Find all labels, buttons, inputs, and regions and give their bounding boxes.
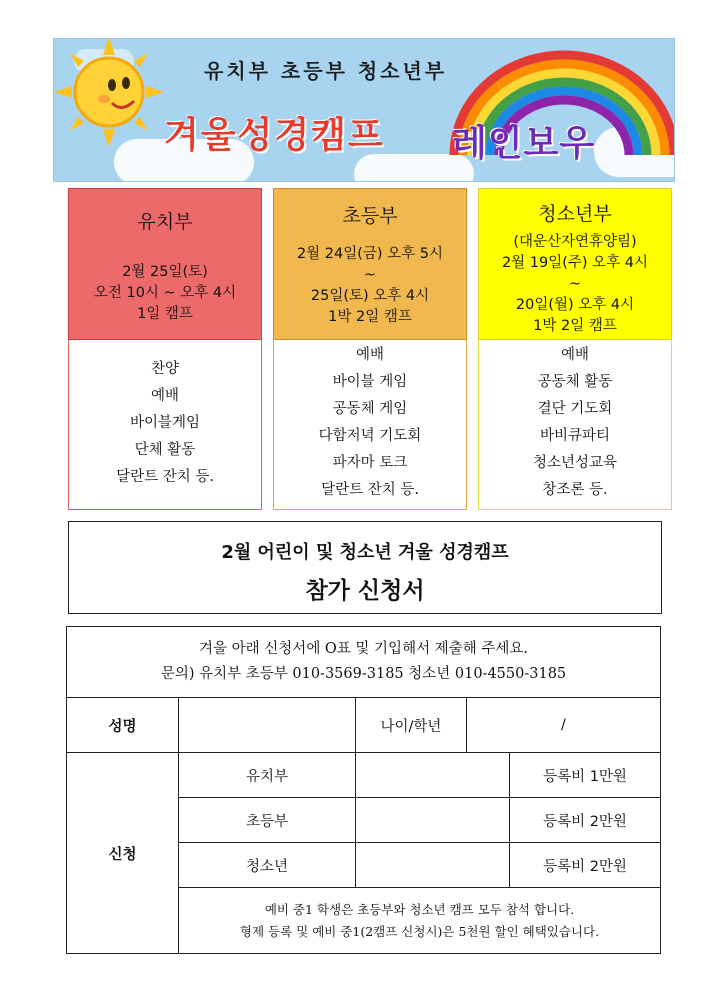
form-title-box (68, 521, 662, 614)
camp-activities (478, 340, 672, 510)
note-line: 형제 등록 및 예비 중1(2캠프 신청시)은 5천원 할인 혜택있습니다. (239, 923, 600, 939)
form-heading: 참가 신청서 (305, 578, 425, 604)
fee-kindergarten: 등록비 1만원 (509, 752, 661, 798)
age-grade-field[interactable]: / (466, 697, 661, 753)
activity-item: 찬양 (150, 361, 179, 377)
camp-header (478, 188, 672, 340)
fee-elementary: 등록비 2만원 (509, 797, 661, 843)
camp-column-kindergarten (68, 188, 262, 510)
dept-label-youth: 청소년 (178, 842, 356, 888)
camp-date: 25일(토) 오후 4시 (310, 288, 430, 304)
form-instruction: 겨울 아래 신청서에 O표 및 기입해서 제출해 주세요. (199, 641, 528, 657)
camp-activities (68, 340, 262, 510)
camp-date: 2월 24일(금) 오후 5시 (296, 246, 444, 262)
apply-check-elementary[interactable] (355, 797, 510, 843)
activity-item: 예배 (355, 347, 384, 363)
camp-location: (대운산자연휴양림) (513, 234, 637, 250)
form-notice (66, 626, 661, 698)
sun-icon (54, 38, 164, 147)
activity-item: 바비큐파티 (539, 428, 611, 444)
age-grade-label: 나이/학년 (355, 697, 467, 753)
activity-item: 예배 (150, 388, 179, 404)
activity-item: 예배 (560, 347, 589, 363)
name-field[interactable] (178, 697, 356, 753)
dept-label-elementary: 초등부 (178, 797, 356, 843)
camp-duration: 1일 캠프 (137, 306, 193, 322)
banner-title: 겨울성경캠프 (164, 115, 385, 156)
name-label: 성명 (66, 697, 179, 753)
activity-item: 결단 기도회 (537, 401, 613, 417)
apply-label: 신청 (66, 752, 179, 954)
activity-item: 단체 활동 (134, 442, 196, 458)
activity-item: 바이블 게임 (332, 374, 408, 390)
camp-name: 유치부 (137, 211, 193, 233)
camp-activities (273, 340, 467, 510)
camp-date: 20일(월) 오후 4시 (515, 297, 635, 313)
registration-form (66, 626, 661, 954)
camp-name: 청소년부 (538, 203, 612, 225)
form-note (178, 887, 661, 954)
note-line: 예비 중1 학생은 초등부와 청소년 캠프 모두 참석 합니다. (264, 901, 575, 917)
camp-column-youth (478, 188, 672, 510)
camp-duration: 1박 2일 캠프 (533, 318, 617, 334)
camp-date-separator: ~ (363, 267, 377, 283)
camp-time: 오전 10시 ~ 오후 4시 (93, 285, 237, 301)
dept-label-kindergarten: 유치부 (178, 752, 356, 798)
activity-item: 다함저녁 기도회 (318, 428, 422, 444)
contact-info: 문의) 유치부 초등부 010-3569-3185 청소년 010-4550-3185 (160, 666, 567, 682)
activity-item: 바이블게임 (129, 415, 201, 431)
banner (53, 38, 675, 182)
fee-youth: 등록비 2만원 (509, 842, 661, 888)
form-title: 2월 어린이 및 청소년 겨울 성경캠프 (221, 542, 509, 563)
camp-column-elementary (273, 188, 467, 510)
banner-subtitle: 유치부 초등부 청소년부 (204, 59, 448, 83)
activity-item: 공동체 활동 (537, 374, 613, 390)
camp-header (68, 188, 262, 340)
camp-date: 2월 19일(주) 오후 4시 (501, 255, 649, 271)
activity-item: 공동체 게임 (332, 401, 408, 417)
camp-date-separator: ~ (568, 276, 582, 292)
activity-item: 창조론 등. (542, 482, 608, 498)
activity-item: 파자마 토크 (332, 455, 408, 471)
apply-check-kindergarten[interactable] (355, 752, 510, 798)
activity-item: 달란트 잔치 등. (116, 469, 214, 485)
camp-date: 2월 25일(토) (122, 264, 208, 280)
apply-check-youth[interactable] (355, 842, 510, 888)
camp-header (273, 188, 467, 340)
camp-name: 초등부 (342, 205, 398, 227)
camp-duration: 1박 2일 캠프 (328, 309, 412, 325)
activity-item: 청소년성교육 (532, 455, 618, 471)
activity-item: 달란트 잔치 등. (321, 482, 419, 498)
banner-title-accent: 레인보우 (452, 123, 596, 164)
